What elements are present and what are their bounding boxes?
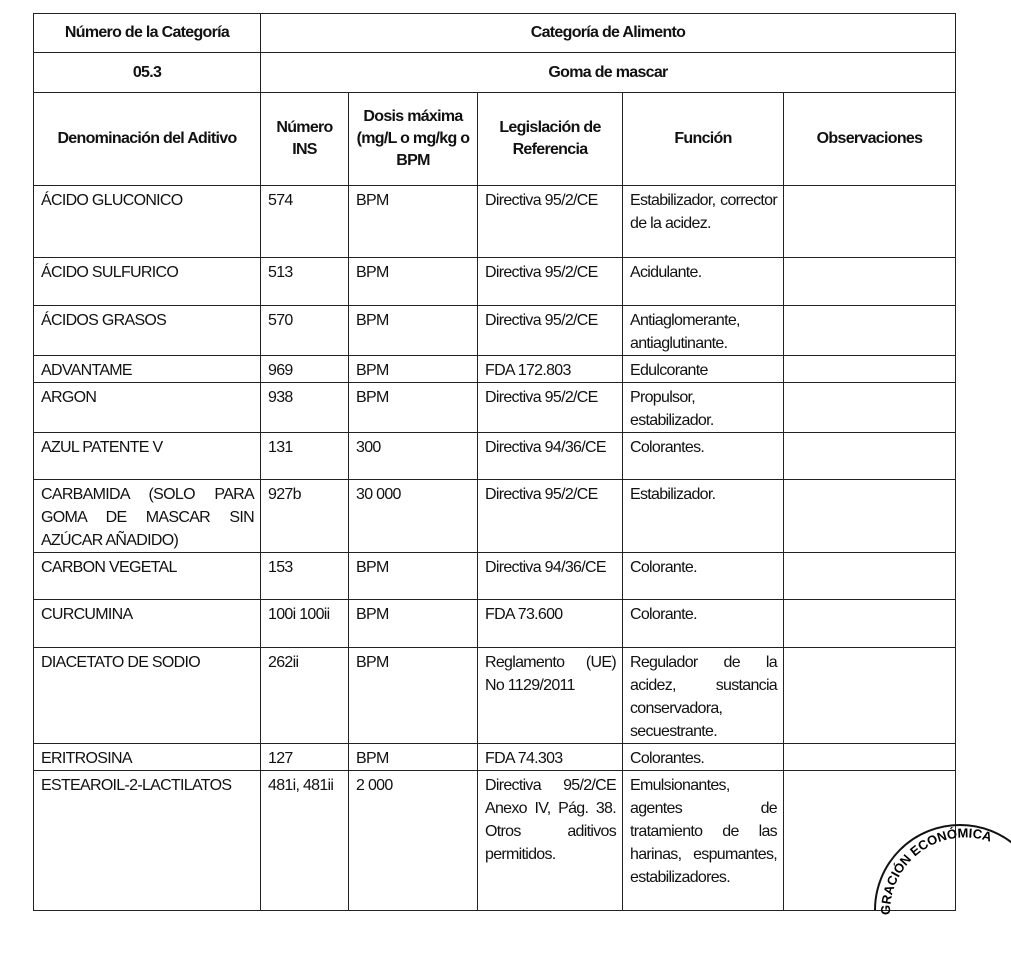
- col-header-ins: Número INS: [261, 93, 349, 186]
- table-row: [34, 356, 956, 383]
- additive-name: CURCUMINA: [34, 600, 261, 648]
- table-row: [34, 553, 956, 600]
- reference-law: FDA 172.803: [478, 356, 623, 383]
- ins-number: 153: [261, 553, 349, 600]
- stamp-seal: [870, 825, 1011, 965]
- additive-name: ÁCIDOS GRASOS: [34, 306, 261, 356]
- function: Edulcorante: [623, 356, 784, 383]
- reference-law: Reglamento (UE) No 1129/2011: [478, 648, 623, 744]
- reference-law: FDA 74.303: [478, 744, 623, 771]
- function: Colorante.: [623, 600, 784, 648]
- max-dose: BPM: [349, 356, 478, 383]
- ins-number: 262ii: [261, 648, 349, 744]
- ins-number: 969: [261, 356, 349, 383]
- additive-name: CARBAMIDA (SOLO PARA GOMA DE MASCAR SIN AZÚCAR AÑADIDO): [34, 480, 261, 553]
- observations: [784, 433, 956, 480]
- reference-law: Directiva 95/2/CE: [478, 383, 623, 433]
- table-row: [34, 258, 956, 306]
- function: Estabilizador, corrector de la acidez.: [623, 186, 784, 258]
- reference-law: Directiva 95/2/CE Anexo IV, Pág. 38. Otros aditivos permitidos.: [478, 771, 623, 911]
- max-dose: BPM: [349, 186, 478, 258]
- ins-number: 513: [261, 258, 349, 306]
- ins-number: 127: [261, 744, 349, 771]
- additive-name: ERITROSINA: [34, 744, 261, 771]
- max-dose: BPM: [349, 553, 478, 600]
- additive-name: DIACETATO DE SODIO: [34, 648, 261, 744]
- additive-name: ARGON: [34, 383, 261, 433]
- reference-law: Directiva 95/2/CE: [478, 480, 623, 553]
- function: Colorante.: [623, 553, 784, 600]
- food-category-label: Categoría de Alimento: [261, 14, 956, 53]
- observations: [784, 356, 956, 383]
- seal-text: GRACIÓN ECONÓMICA: [877, 825, 994, 916]
- ins-number: 100i 100ii: [261, 600, 349, 648]
- category-number-label: Número de la Categoría: [34, 14, 261, 53]
- function: Antiaglomerante, antiaglutinante.: [623, 306, 784, 356]
- table-row: [34, 648, 956, 744]
- observations: [784, 553, 956, 600]
- max-dose: 30 000: [349, 480, 478, 553]
- table-row: [34, 771, 956, 911]
- observations: [784, 258, 956, 306]
- max-dose: BPM: [349, 600, 478, 648]
- ins-number: 131: [261, 433, 349, 480]
- ins-number: 570: [261, 306, 349, 356]
- function: Emulsionantes, agentes de tratamiento de las harinas, espumantes, estabilizadores.: [623, 771, 784, 911]
- reference-law: Directiva 95/2/CE: [478, 306, 623, 356]
- table-row: [34, 306, 956, 356]
- additive-name: AZUL PATENTE V: [34, 433, 261, 480]
- col-header-dose: Dosis máxima (mg/L o mg/kg o BPM: [349, 93, 478, 186]
- ins-number: 481i, 481ii: [261, 771, 349, 911]
- observations: [784, 480, 956, 553]
- observations: [784, 186, 956, 258]
- col-header-function: Función: [623, 93, 784, 186]
- reference-law: Directiva 95/2/CE: [478, 258, 623, 306]
- max-dose: BPM: [349, 383, 478, 433]
- max-dose: 300: [349, 433, 478, 480]
- additive-name: ESTEAROIL-2-LACTILATOS: [34, 771, 261, 911]
- table-row: [34, 186, 956, 258]
- food-category: Goma de mascar: [261, 53, 956, 93]
- col-header-name: Denominación del Aditivo: [34, 93, 261, 186]
- table-row: [34, 744, 956, 771]
- additive-name: ÁCIDO GLUCONICO: [34, 186, 261, 258]
- observations: [784, 648, 956, 744]
- table-row: [34, 480, 956, 553]
- reference-law: FDA 73.600: [478, 600, 623, 648]
- observations: [784, 600, 956, 648]
- ins-number: 938: [261, 383, 349, 433]
- table-row: [34, 433, 956, 480]
- reference-law: Directiva 94/36/CE: [478, 553, 623, 600]
- observations: [784, 383, 956, 433]
- function: Propulsor, estabilizador.: [623, 383, 784, 433]
- additives-table: [33, 13, 956, 911]
- max-dose: BPM: [349, 648, 478, 744]
- ins-number: 927b: [261, 480, 349, 553]
- max-dose: 2 000: [349, 771, 478, 911]
- column-headers: [34, 93, 956, 186]
- category-number: 05.3: [34, 53, 261, 93]
- observations: [784, 744, 956, 771]
- max-dose: BPM: [349, 306, 478, 356]
- function: Estabilizador.: [623, 480, 784, 553]
- observations: [784, 306, 956, 356]
- col-header-observations: Observaciones: [784, 93, 956, 186]
- max-dose: BPM: [349, 744, 478, 771]
- additive-name: ÁCIDO SULFURICO: [34, 258, 261, 306]
- table-row: [34, 383, 956, 433]
- ins-number: 574: [261, 186, 349, 258]
- function: Colorantes.: [623, 433, 784, 480]
- reference-law: Directiva 95/2/CE: [478, 186, 623, 258]
- function: Regulador de la acidez, sustancia conservadora, secuestrante.: [623, 648, 784, 744]
- reference-law: Directiva 94/36/CE: [478, 433, 623, 480]
- seal-icon: [870, 825, 1011, 965]
- max-dose: BPM: [349, 258, 478, 306]
- additive-name: ADVANTAME: [34, 356, 261, 383]
- col-header-law: Legislación de Referencia: [478, 93, 623, 186]
- table-row: [34, 600, 956, 648]
- function: Colorantes.: [623, 744, 784, 771]
- function: Acidulante.: [623, 258, 784, 306]
- additive-name: CARBON VEGETAL: [34, 553, 261, 600]
